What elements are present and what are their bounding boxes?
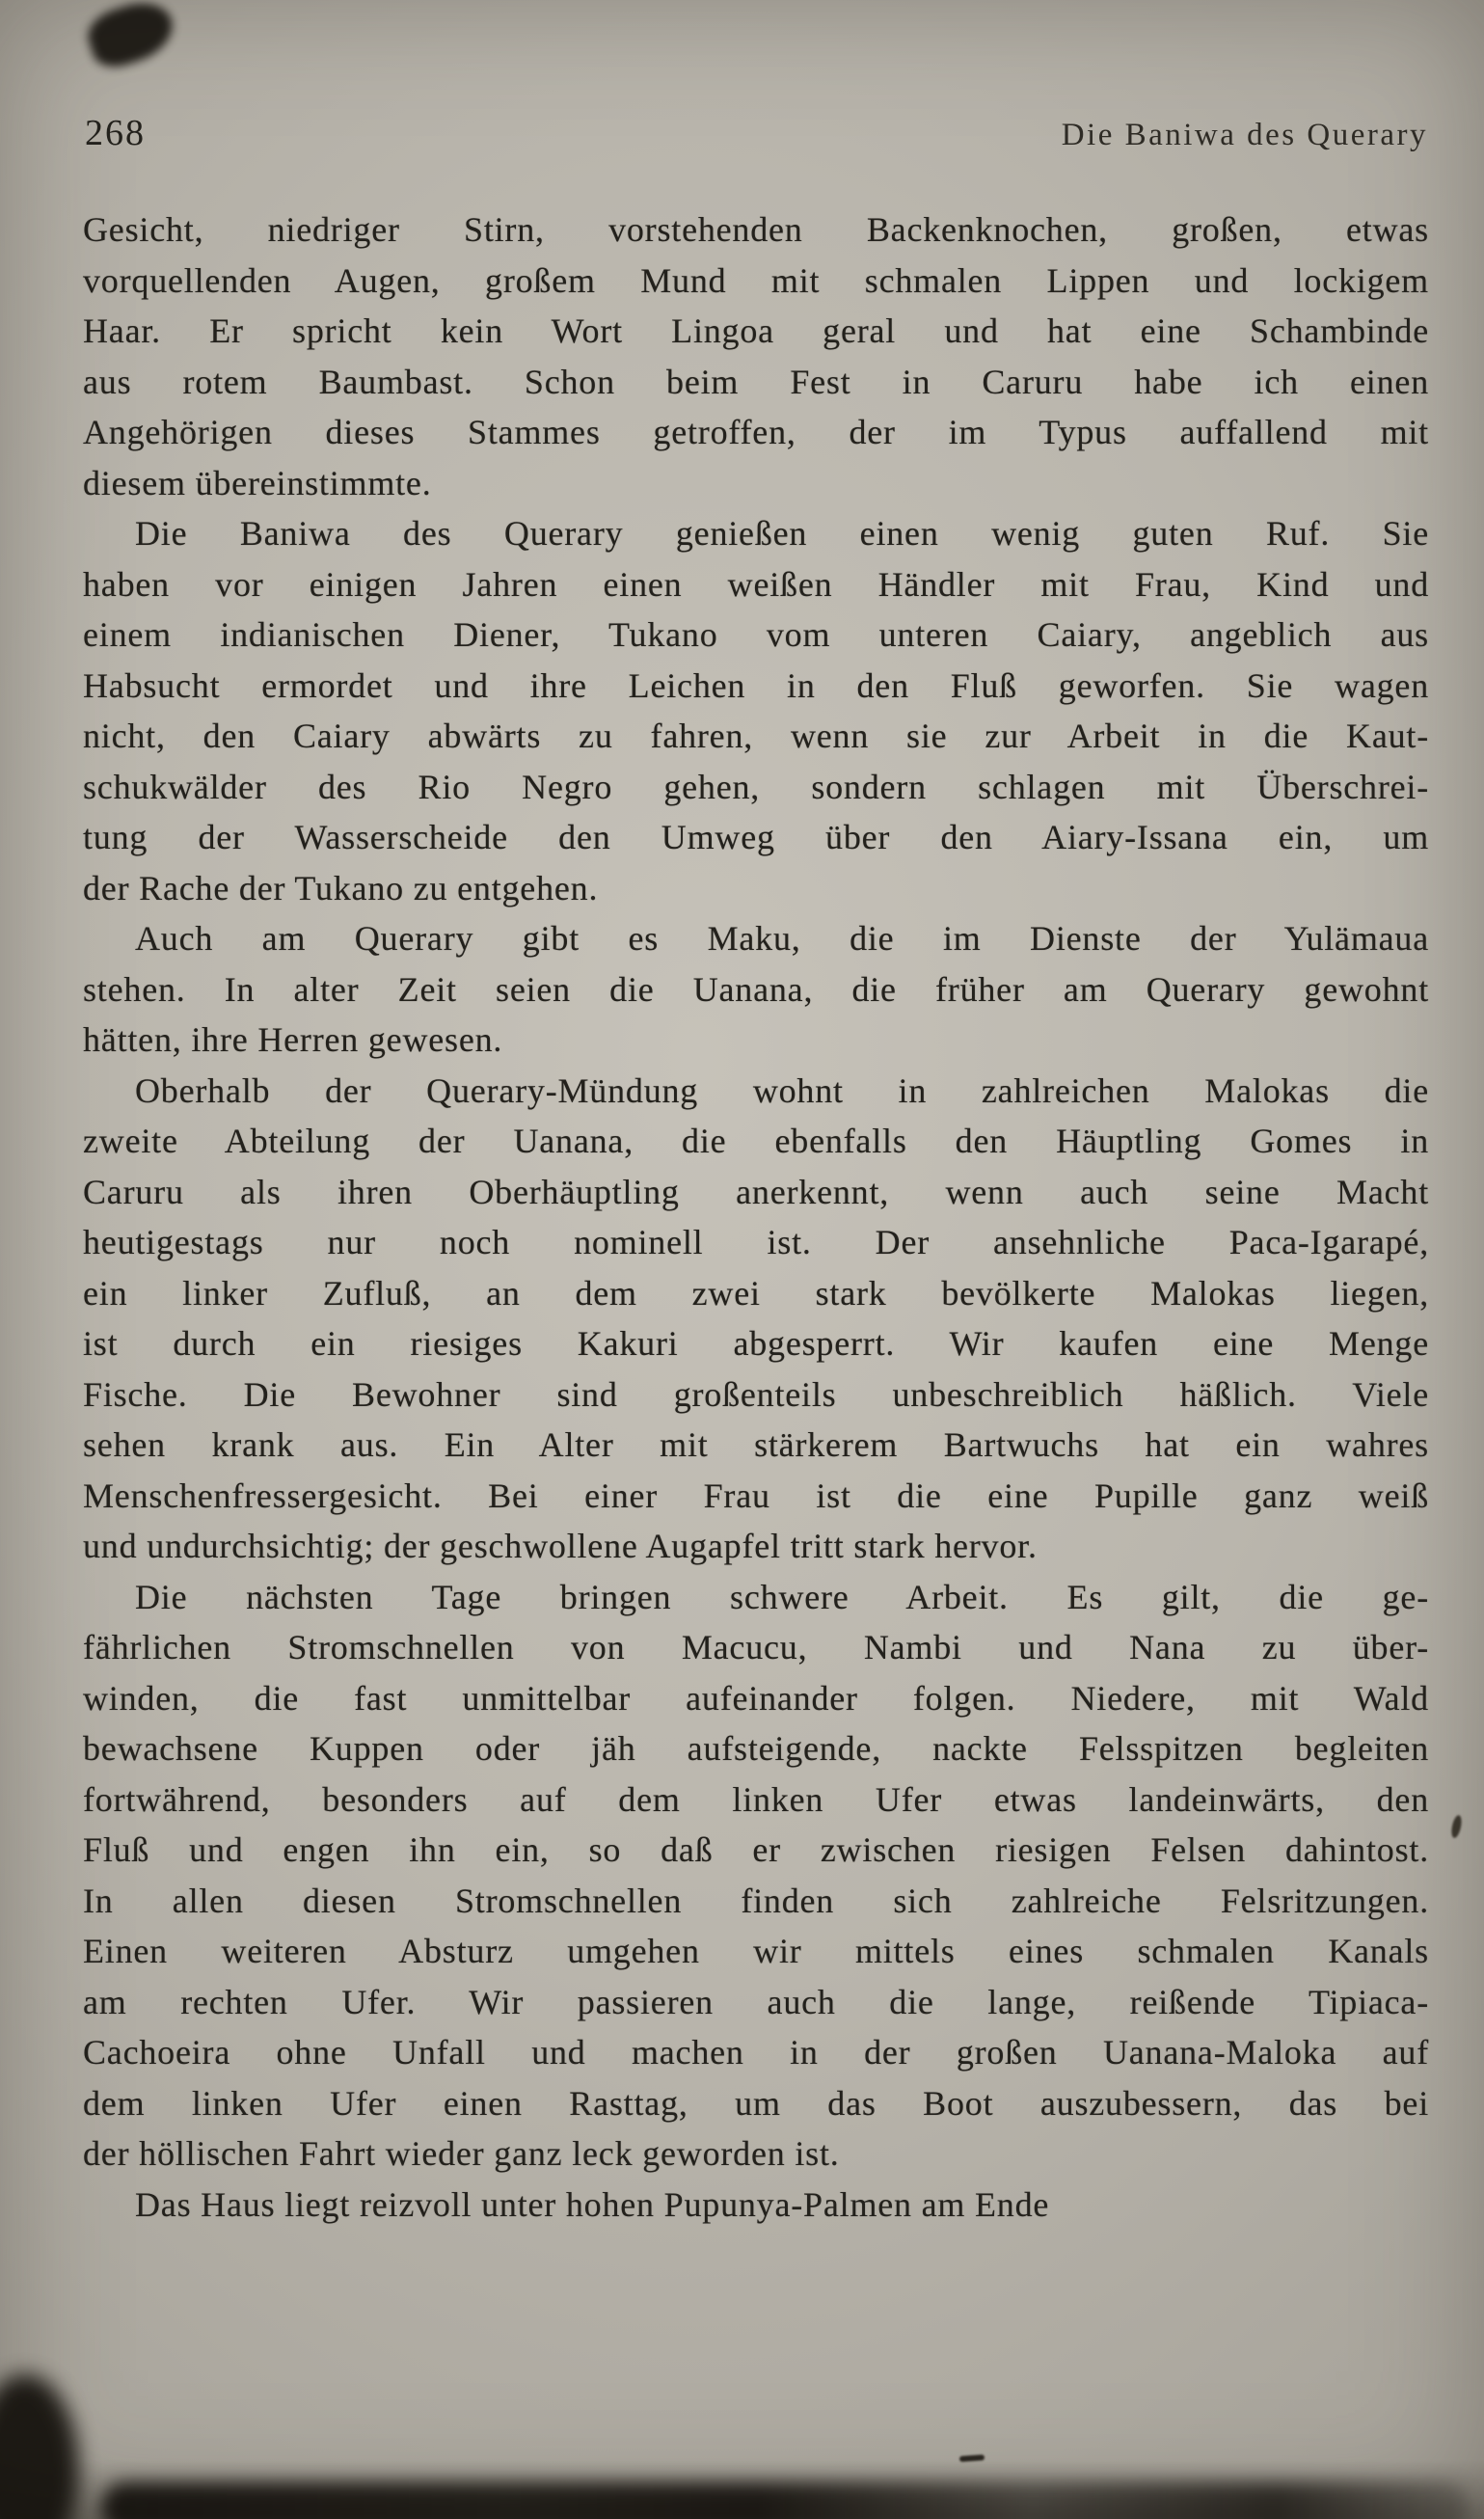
scan-mark-dash <box>959 2454 985 2462</box>
text-line: In allen diesen Stromschnellen finden sich zahlreiche Felsritzungen. <box>83 1881 1429 1920</box>
text-line: haben vor einigen Jahren einen weißen Händler mit Frau, Kind und <box>83 564 1429 604</box>
text-block <box>83 204 1429 2230</box>
text-line: heutigestags nur noch nominell ist. Der ansehnliche Paca-Igarapé, <box>83 1223 1429 1261</box>
text-line: diesem übereinstimmte. <box>83 463 432 502</box>
text-line: zweite Abteilung der Uanana, die ebenfalls den Häuptling Gomes in <box>83 1122 1429 1160</box>
text-line: ist durch ein riesiges Kakuri abgesperrt. Wir kaufen eine Menge <box>83 1324 1429 1363</box>
text-line: der höllischen Fahrt wieder ganz leck geworden ist. <box>83 2134 840 2173</box>
running-header: Die Baniwa des Querary <box>1061 118 1428 152</box>
scan-mark-right-margin <box>1450 1814 1464 1838</box>
scan-stain-top-left <box>82 0 180 73</box>
text-line: tung der Wasserscheide den Umweg über den Aiary-Issana ein, um <box>83 818 1429 856</box>
text-line: Cachoeira ohne Unfall und machen in der großen Uanana-Maloka auf <box>83 2033 1429 2072</box>
text-line: Die nächsten Tage bringen schwere Arbeit. Es gilt, die ge- <box>135 1577 1429 1616</box>
text-line: Auch am Querary gibt es Maku, die im Dienste der Yulämaua <box>135 919 1429 958</box>
text-line: bewachsene Kuppen oder jäh aufsteigende, nackte Felsspitzen begleiten <box>83 1729 1429 1768</box>
text-line: am rechten Ufer. Wir passieren auch die lange, reißende Tipiaca- <box>83 1982 1429 2021</box>
text-line: Das Haus liegt reizvoll unter hohen Pupunya-Palmen am Ende <box>135 2184 1050 2224</box>
text-line: dem linken Ufer einen Rasttag, um das Boot auszubessern, das bei <box>83 2083 1429 2123</box>
text-line: Caruru als ihren Oberhäuptling anerkennt, wenn auch seine Macht <box>83 1172 1429 1211</box>
text-line: Menschenfressergesicht. Bei einer Frau ist die eine Pupille ganz weiß <box>83 1476 1429 1515</box>
text-line: Angehörigen dieses Stammes getroffen, der im Typus auffallend mit <box>83 413 1429 451</box>
text-line: sehen krank aus. Ein Alter mit stärkerem Bartwuchs hat ein wahres <box>83 1425 1429 1464</box>
text-line: schukwälder des Rio Negro gehen, sondern schlagen mit Überschrei- <box>83 767 1429 806</box>
text-line: Haar. Er spricht kein Wort Lingoa geral und hat eine Schambinde <box>83 311 1429 350</box>
text-line: Habsucht ermordet und ihre Leichen in den Fluß geworfen. Sie wagen <box>83 665 1429 705</box>
paragraph <box>83 1066 1429 1572</box>
page-header <box>85 112 1428 154</box>
text-line: ein linker Zufluß, an dem zwei stark bevölkerte Malokas liegen, <box>83 1273 1429 1313</box>
text-line: Gesicht, niedriger Stirn, vorstehenden Backenknochen, großen, etwas <box>83 210 1429 249</box>
text-line: fährlichen Stromschnellen von Macucu, Nambi und Nana zu über- <box>83 1628 1429 1666</box>
text-line: nicht, den Caiary abwärts zu fahren, wenn sie zur Arbeit in die Kaut- <box>83 717 1429 755</box>
text-line: stehen. In alter Zeit seien die Uanana, die früher am Querary gewohnt <box>83 969 1429 1009</box>
text-line: und undurchsichtig; der geschwollene Augapfel tritt stark hervor. <box>83 1527 1038 1565</box>
scan-stain-bottom-left <box>0 2374 79 2519</box>
paragraph <box>83 508 1429 913</box>
paragraph <box>83 2180 1429 2231</box>
paragraph <box>83 204 1429 508</box>
paragraph <box>83 913 1429 1066</box>
page-number: 268 <box>85 113 146 153</box>
text-line: aus rotem Baumbast. Schon beim Fest in Caruru habe ich einen <box>83 362 1429 401</box>
text-line: hätten, ihre Herren gewesen. <box>83 1020 503 1059</box>
text-line: Die Baniwa des Querary genießen einen wenig guten Ruf. Sie <box>135 514 1429 553</box>
text-line: vorquellenden Augen, großem Mund mit schmalen Lippen und lockigem <box>83 260 1429 300</box>
text-line: Fluß und engen ihn ein, so daß er zwischen riesigen Felsen dahintost. <box>83 1830 1429 1869</box>
text-line: der Rache der Tukano zu entgehen. <box>83 868 599 907</box>
text-line: Fische. Die Bewohner sind großenteils unbeschreiblich häßlich. Viele <box>83 1374 1429 1414</box>
scan-smear-bottom-edge <box>101 2482 1469 2519</box>
text-line: Oberhalb der Querary-Mündung wohnt in zahlreichen Malokas die <box>135 1070 1429 1110</box>
text-line: winden, die fast unmittelbar aufeinander folgen. Niedere, mit Wald <box>83 1678 1429 1718</box>
text-line: Einen weiteren Absturz umgehen wir mittels eines schmalen Kanals <box>83 1932 1429 1970</box>
paragraph <box>83 1572 1429 2180</box>
text-line: fortwährend, besonders auf dem linken Ufer etwas landeinwärts, den <box>83 1779 1429 1819</box>
text-line: einem indianischen Diener, Tukano vom unteren Caiary, angeblich aus <box>83 615 1429 654</box>
